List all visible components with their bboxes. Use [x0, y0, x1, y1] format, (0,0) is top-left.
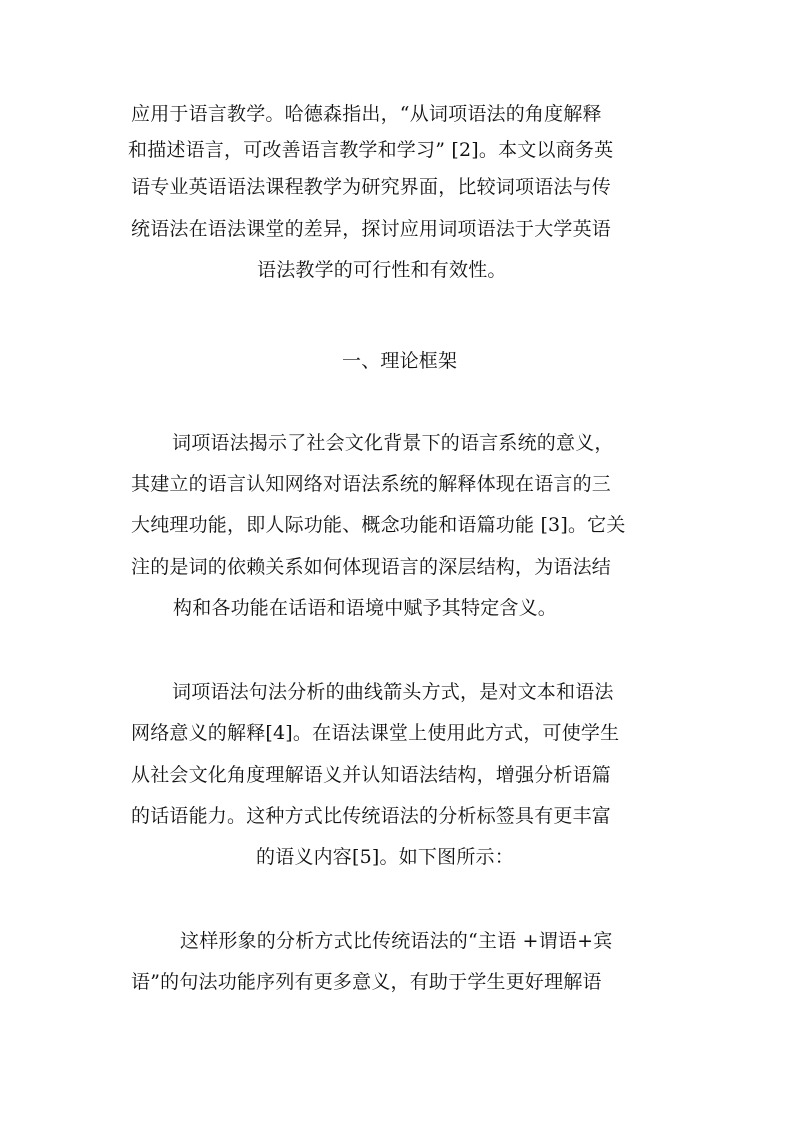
paragraph-1-line-1: 词项语法揭示了社会文化背景下的语言系统的意义， — [172, 432, 614, 454]
text-line — [0, 840, 794, 874]
text-line — [0, 508, 794, 542]
intro-line-4: 统语法在语法课堂的差异，探讨应用词项语法于大学英语 — [131, 218, 612, 240]
paragraph-3-line-2: 语”的句法功能序列有更多意义，有助于学生更好理解语 — [131, 971, 602, 993]
paragraph-2-line-2: 网络意义的解释[4]。在语法课堂上使用此方式，可使学生 — [131, 722, 620, 744]
section-heading-line — [0, 344, 794, 378]
paragraph-2-line-1: 词项语法句法分析的曲线箭头方式，是对文本和语法 — [172, 681, 614, 703]
text-line — [0, 675, 794, 709]
text-line — [0, 253, 794, 287]
text-line — [0, 170, 794, 204]
text-line — [0, 799, 794, 833]
paragraph-2-line-3: 从社会文化角度理解语义并认知语法结构，增强分析语篇 — [131, 764, 612, 786]
paragraph-3-line-1: 这样形象的分析方式比传统语法的“主语 +谓语+宾 — [180, 930, 613, 952]
text-line — [0, 716, 794, 750]
paragraph-1-line-2: 其建立的语言认知网络对语法系统的解释体现在语言的三 — [131, 473, 612, 495]
text-line — [0, 758, 794, 792]
text-line — [0, 212, 794, 246]
text-line — [0, 591, 794, 625]
intro-line-2: 和描述语言，可改善语言教学和学习” [2]。本文以商务英 — [128, 139, 614, 161]
text-line — [0, 924, 794, 958]
text-line — [0, 550, 794, 584]
paragraph-2-line-4: 的话语能力。这种方式比传统语法的分析标签具有更丰富 — [131, 805, 612, 827]
text-line — [0, 965, 794, 999]
section-heading: 一、理论框架 — [342, 350, 458, 372]
paragraph-1-line-4: 注的是词的依赖关系如何体现语言的深层结构，为语法结 — [131, 556, 612, 578]
paragraph-1-line-3: 大纯理功能，即人际功能、概念功能和语篇功能 [3]。它关 — [131, 514, 626, 536]
paragraph-2-line-5: 的语义内容[5]。如下图所示： — [256, 846, 514, 868]
intro-line-1: 应用于语言教学。哈德森指出，“从词项语法的角度解释 — [131, 103, 602, 125]
text-line — [0, 426, 794, 460]
text-line — [0, 133, 794, 167]
text-line — [0, 97, 794, 131]
text-line — [0, 467, 794, 501]
intro-line-3: 语专业英语语法课程教学为研究界面，比较词项语法与传 — [131, 176, 612, 198]
paragraph-1-line-5: 构和各功能在话语和语境中赋予其特定含义。 — [173, 597, 558, 619]
intro-line-5: 语法教学的可行性和有效性。 — [257, 259, 507, 281]
